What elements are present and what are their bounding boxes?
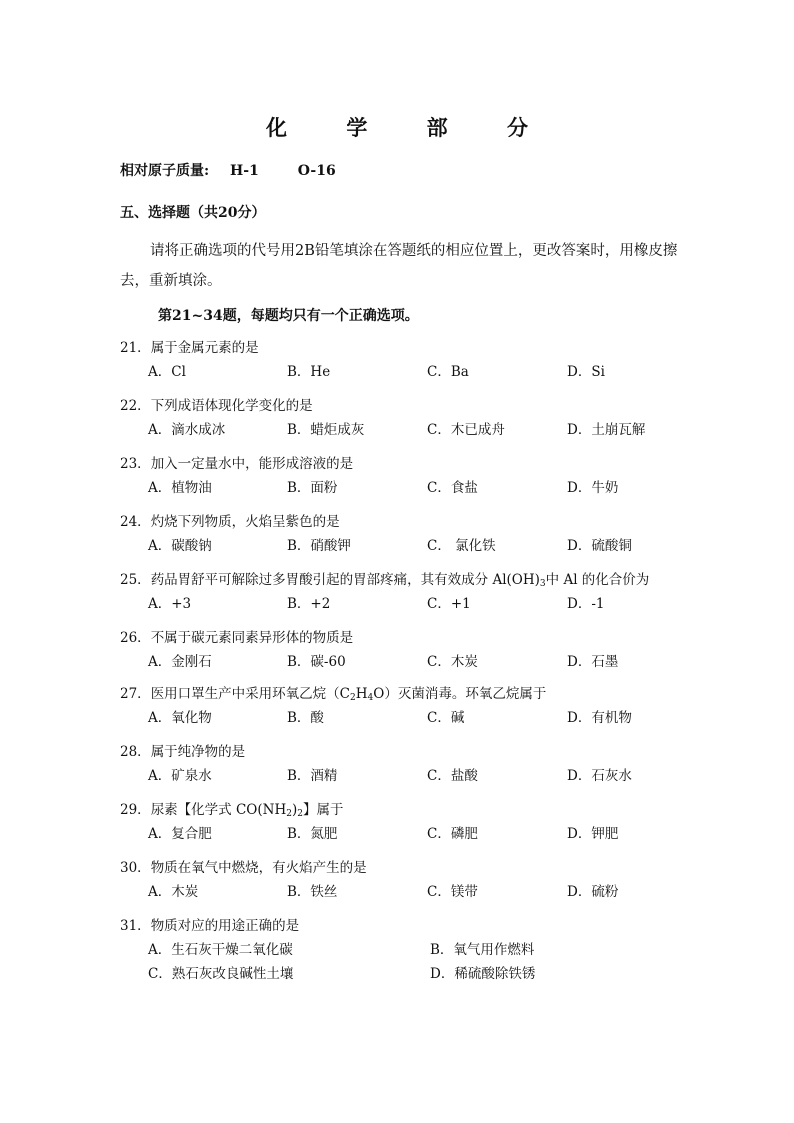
formula-subscript: 2: [286, 809, 292, 819]
option-c: C．木炭: [427, 654, 478, 670]
question-21: [120, 336, 700, 384]
question-23: [120, 452, 700, 500]
question-number: 29．: [120, 802, 151, 818]
option-b: B．+2: [287, 596, 331, 612]
question-stem: [120, 798, 700, 822]
option-b: B．铁丝: [287, 884, 338, 900]
question-stem: [120, 336, 700, 360]
question-number: 30．: [120, 860, 151, 876]
option-b: B．蜡炬成灰: [287, 422, 365, 438]
formula-part: H: [355, 686, 368, 702]
option-a: A．+3: [148, 596, 192, 612]
option-c: C．+1: [427, 596, 471, 612]
option-d: D．稀硫酸除铁锈: [430, 966, 536, 982]
option-b: B．氮肥: [287, 826, 338, 842]
question-28: [120, 740, 700, 788]
question-31: [120, 914, 700, 986]
option-b: B．酸: [287, 710, 324, 726]
question-text: 物质对应的用途正确的是: [150, 918, 300, 934]
option-c: C．食盐: [427, 480, 478, 496]
options-row: [120, 822, 700, 846]
question-text: 加入一定量水中，能形成溶液的是: [150, 456, 354, 472]
question-25: [120, 568, 700, 616]
options-row: [120, 764, 700, 788]
question-text: 物质在氧气中燃烧，有火焰产生的是: [150, 860, 367, 876]
option-a: A．滴水成冰: [148, 422, 226, 438]
option-b: B．硝酸钾: [287, 538, 351, 554]
option-d: D．石墨: [567, 654, 619, 670]
option-d: D．-1: [567, 596, 605, 612]
option-a: A．Cl: [148, 364, 186, 380]
options-row: [120, 962, 700, 986]
option-c: C．熟石灰改良碱性土壤: [148, 966, 294, 982]
option-c: C．盐酸: [427, 768, 478, 784]
formula-subscript: 2: [350, 693, 356, 703]
question-number: 31．: [120, 918, 151, 934]
option-a: A．植物油: [148, 480, 212, 496]
atomic-mass-line: [120, 160, 336, 180]
question-text-end: 中 Al 的化合价为: [545, 572, 650, 588]
question-stem: [120, 914, 700, 938]
question-number: 23．: [120, 456, 151, 472]
options-row: [120, 534, 700, 558]
option-b: B．面粉: [287, 480, 338, 496]
question-stem: [120, 626, 700, 650]
instruction-text: 请将正确选项的代号用2B铅笔填涂在答题纸的相应位置上，更改答案时，用橡皮擦去，重新填涂。: [120, 243, 678, 289]
option-d: D．Si: [567, 364, 605, 380]
section-heading: 五、选择题（共20分）: [120, 205, 266, 221]
option-c: C．Ba: [427, 364, 469, 380]
question-stem: [120, 452, 700, 476]
option-c: C．木已成舟: [427, 422, 505, 438]
question-text: 药品胃舒平可解除过多胃酸引起的胃部疼痛，其有效成分 Al(OH): [150, 572, 540, 588]
question-stem: [120, 682, 700, 706]
question-stem: [120, 740, 700, 764]
question-stem: [120, 394, 700, 418]
option-a: A．碳酸钠: [148, 538, 212, 554]
question-stem: [120, 856, 700, 880]
question-24: [120, 510, 700, 558]
formula-part: ): [291, 802, 298, 818]
option-a: A．氧化物: [148, 710, 212, 726]
question-stem: [120, 568, 700, 592]
question-text-end: 】属于: [302, 802, 344, 818]
question-number: 22．: [120, 398, 151, 414]
option-c: C．碱: [427, 710, 465, 726]
atomic-mass-o: O-16: [297, 163, 336, 179]
options-row: [120, 938, 700, 962]
question-text: 尿素【化学式 CO(NH: [150, 802, 287, 818]
options-row: [120, 706, 700, 730]
option-b: B．氧气用作燃料: [430, 942, 535, 958]
question-number: 25．: [120, 572, 151, 588]
option-a: A．复合肥: [148, 826, 212, 842]
question-text: 医用口罩生产中采用环氧乙烷（C: [150, 686, 351, 702]
question-26: [120, 626, 700, 674]
atomic-mass-label: 相对原子质量:: [120, 163, 210, 179]
option-d: D．钾肥: [567, 826, 619, 842]
options-row: [120, 418, 700, 442]
question-text: 下列成语体现化学变化的是: [150, 398, 313, 414]
option-d: D．硫酸铜: [567, 538, 632, 554]
question-text-end: O）灭菌消毒。环氧乙烷属于: [373, 686, 547, 702]
option-d: D．有机物: [567, 710, 632, 726]
question-27: [120, 682, 700, 730]
options-row: [120, 650, 700, 674]
option-b: B．He: [287, 364, 331, 380]
options-row: [120, 880, 700, 904]
option-b: B．碳-60: [287, 654, 346, 670]
question-stem: [120, 510, 700, 534]
question-number: 21．: [120, 340, 151, 356]
page-title: 化 学 部 分: [266, 115, 554, 140]
sub-heading: 第21~34题，每题均只有一个正确选项。: [158, 308, 419, 324]
formula-subscript: 2: [297, 809, 303, 819]
option-a: A．木炭: [148, 884, 199, 900]
options-row: [120, 360, 700, 384]
question-number: 27．: [120, 686, 151, 702]
question-30: [120, 856, 700, 904]
question-22: [120, 394, 700, 442]
option-d: D．牛奶: [567, 480, 619, 496]
option-c: C．磷肥: [427, 826, 478, 842]
options-row: [120, 592, 700, 616]
question-number: 26．: [120, 630, 151, 646]
question-text: 灼烧下列物质，火焰呈紫色的是: [150, 514, 340, 530]
option-c: C． 氯化铁: [427, 538, 496, 554]
atomic-mass-h: H-1: [230, 163, 259, 179]
question-29: [120, 798, 700, 846]
option-a: A．金刚石: [148, 654, 212, 670]
question-text: 不属于碳元素同素异形体的物质是: [150, 630, 354, 646]
options-row: [120, 476, 700, 500]
option-c: C．镁带: [427, 884, 478, 900]
question-number: 28．: [120, 744, 151, 760]
question-text: 属于纯净物的是: [150, 744, 246, 760]
option-d: D．石灰水: [567, 768, 632, 784]
formula-subscript: 3: [539, 579, 546, 589]
option-a: A．生石灰干燥二氧化碳: [148, 942, 293, 958]
option-b: B．酒精: [287, 768, 338, 784]
formula-subscript: 4: [367, 693, 374, 703]
option-d: D．硫粉: [567, 884, 619, 900]
option-a: A．矿泉水: [148, 768, 212, 784]
question-text: 属于金属元素的是: [150, 340, 259, 356]
question-number: 24．: [120, 514, 151, 530]
option-d: D．土崩瓦解: [567, 422, 646, 438]
